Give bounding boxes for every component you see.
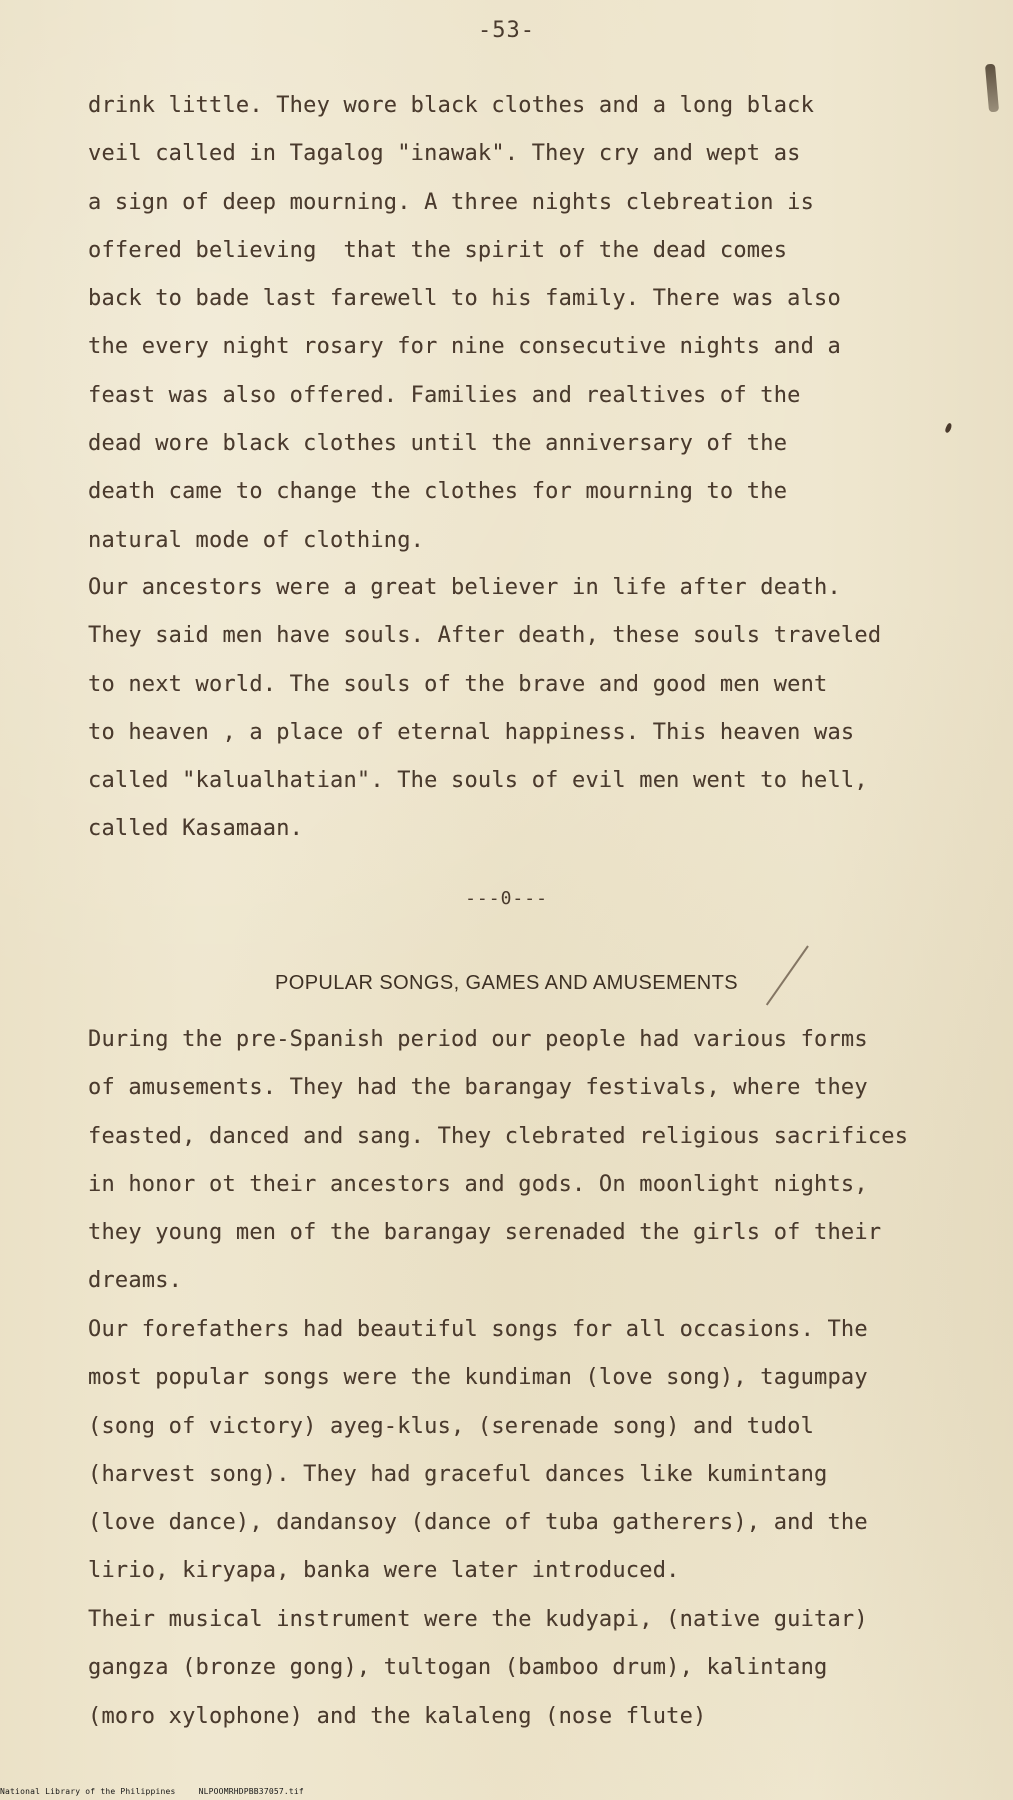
page-number: -53- — [478, 18, 535, 43]
paragraph-afterlife-beliefs: Our ancestors were a great believer in life after death. They said men have souls. After death, these souls traveled to next world. The souls of the brave and good men went to heaven , a place of eternal happiness. This heaven was called "kalualhatian". The souls of evil men went to hell, called Kasamaan. — [88, 575, 882, 842]
paragraph-mourning-customs: drink little. They wore black clothes and a long black veil called in Tagalog "inawak". They cry and wept as a sign of deep mourning. A three nights clebreation is offered believing that the spirit of the dead comes back to bade last farewell to his family. There was also the every night rosary for nine consecutive nights and a feast was also offered. Families and realtives of the dead wore black clothes until the anniversary of the death came to change the clothes for mourning to the natural mode of clothing. — [88, 93, 841, 553]
margin-mark — [985, 64, 999, 113]
footer — [0, 1787, 304, 1796]
paragraph-musical-instruments: Their musical instrument were the kudyapi, (native guitar) gangza (bronze gong), tultogan (bamboo drum), kalintang (moro xylophone) and the kalaleng (nose flute) — [88, 1607, 868, 1729]
paragraph-amusements: During the pre-Spanish period our people had various forms of amusements. They had the barangay festivals, where they feasted, danced and sang. They clebrated religious sacrifices in honor ot their ancestors and gods. On moonlight nights, they young men of the barangay serenaded the girls of their dreams. — [88, 1027, 909, 1294]
footer-institution: National Library of the Philippines — [0, 1787, 176, 1796]
section-heading: POPULAR SONGS, GAMES AND AMUSEMENTS — [275, 972, 738, 994]
section-separator: ---0--- — [465, 888, 548, 909]
footer-filename: NLPOOMRHDPBB37057.tif — [198, 1787, 304, 1796]
paragraph-songs-and-dances: Our forefathers had beautiful songs for all occasions. The most popular songs were the kundiman (love song), tagumpay (song of victory) ayeg-klus, (serenade song) and tudol (harvest song). They had graceful dances like kumintang (love dance), dandansoy (dance of tuba gatherers), and the lirio, kiryapa, banka were later introduced. — [88, 1317, 868, 1584]
